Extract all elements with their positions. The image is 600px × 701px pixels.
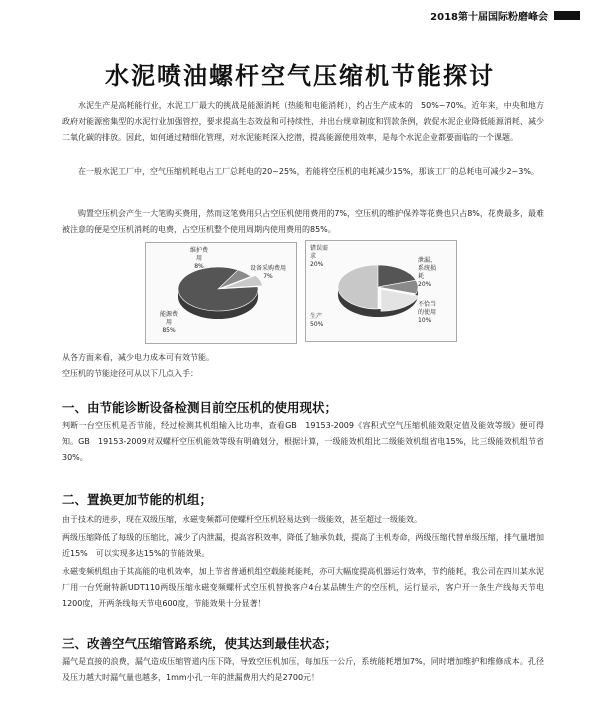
section-2-heading: 二、置换更加节能的机组； bbox=[62, 492, 213, 507]
chart1-label-purchase: 设备采购费用 7% bbox=[250, 265, 287, 280]
section-1-heading: 一、由节能诊断设备检测目前空压机的使用现状； bbox=[62, 400, 338, 415]
intro-paragraph-2: 在一般水泥工厂中，空气压缩机耗电占工厂总耗电的20~25%，若能将空压机的电耗减少15%，那该工厂的总耗电可减少2~3%。 bbox=[78, 167, 539, 176]
article-title: 水泥喷油螺杆空气压缩机节能探讨 bbox=[105, 62, 495, 90]
section-2-paragraph-1: 由于技术的进步，现在双级压缩，永磁变频都可使螺杆空压机轻易达到一级能效，甚至超过一级能效。 bbox=[62, 515, 422, 524]
intro-paragraph-3: 购置空压机会产生一大笔购买费用，然而这笔费用只占空压机使用费用的7%，空压机的维护保养等花费也只占8%，花费最多，最难被注意的便是空压机消耗的电费，占空压机整个使用周期内使用费用的85%。 bbox=[62, 209, 544, 234]
header-bar-icon bbox=[554, 11, 580, 20]
pie-chart-usage bbox=[305, 240, 457, 342]
running-header bbox=[430, 8, 580, 23]
section-3-paragraph-1: 漏气是直接的浪费，漏气造成压缩管道内压下降，导致空压机加压，每加压一公斤，系统能耗增加7%，同时增加维护和维修成本。孔径及压力越大时漏气量也越多，1mm小孔一年的泄漏费用大约是2700元！ bbox=[62, 657, 544, 682]
after-chart-line-1: 从各方面来看，减少电力成本可有效节能。 bbox=[62, 353, 214, 362]
intro-paragraph-1: 水泥生产是高耗能行业，水泥工厂最大的挑战是能源消耗（热能和电能消耗），约占生产成本的 50%~70%。近年来，中央和地方政府对能源密集型的水泥行业加强管控，要求提高生态效益和可持续性，并出台规章制度和罚款条例，敦促水泥企业降低能源消耗、减少二氧化碳的排放。因此，如何通过精细化管理，对水泥能耗深入挖潜，提高能源使用效率，是每个水泥企业都要面临的一个课题。 bbox=[62, 101, 544, 142]
chart2-label-improper-use: 不恰当 的使用 10% bbox=[418, 301, 437, 324]
section-3-heading: 三、改善空气压缩管路系统，使其达到最佳状态； bbox=[62, 636, 338, 651]
section-1-paragraph-1: 判断一台空压机是否节能，经过检测其机组输入比功率，查看GB 19153-2009《容积式空气压缩机能效限定值及能效等级》便可得知。GB 19153-2009对双螺杆空压机能效等级有明确划分，根据计算，一级能效机组比二级能效机组省电15%，比三级能效机组节省30%。 bbox=[62, 421, 544, 462]
header-text: 2018第十届国际粉磨峰会 bbox=[430, 12, 548, 23]
chart1-label-maintenance: 维护费 用 8% bbox=[190, 247, 209, 270]
chart2-label-production: 生产 50% bbox=[310, 313, 324, 328]
after-chart-line-2: 空压机的节能途径可从以下几点入手： bbox=[62, 369, 198, 378]
section-2-paragraph-3: 永磁变频机组由于其高能的电机效率，加上节省普通机组空载能耗能耗，亦可大幅度提高机器运行效率，节约能耗，我公司在四川某水泥厂用一台凭耐特新UDT110两级压缩永磁变频螺杆式空压机替换客户4台某品牌生产的空压机，运行显示，客户开一条生产线每天节电1200度，开两条线每天节电600度，节能效果十分显著！ bbox=[62, 567, 544, 608]
chart2-label-leakage: 泄漏、 系统损 耗 20% bbox=[418, 257, 437, 288]
pie-chart-usage-svg bbox=[306, 241, 456, 341]
pie-chart-cost bbox=[145, 242, 297, 344]
section-2-paragraph-2: 两级压缩降低了每级的压缩比，减少了内泄漏，提高容积效率，降低了轴承负载，提高了主机寿命，两级压缩代替单级压缩，排气量增加近15% 可以实现多达15%的节能效果。 bbox=[62, 533, 544, 558]
chart2-label-wrong-demand: 错误需 求 20% bbox=[310, 245, 329, 268]
chart1-label-energy: 能源费 用 85% bbox=[160, 311, 179, 334]
